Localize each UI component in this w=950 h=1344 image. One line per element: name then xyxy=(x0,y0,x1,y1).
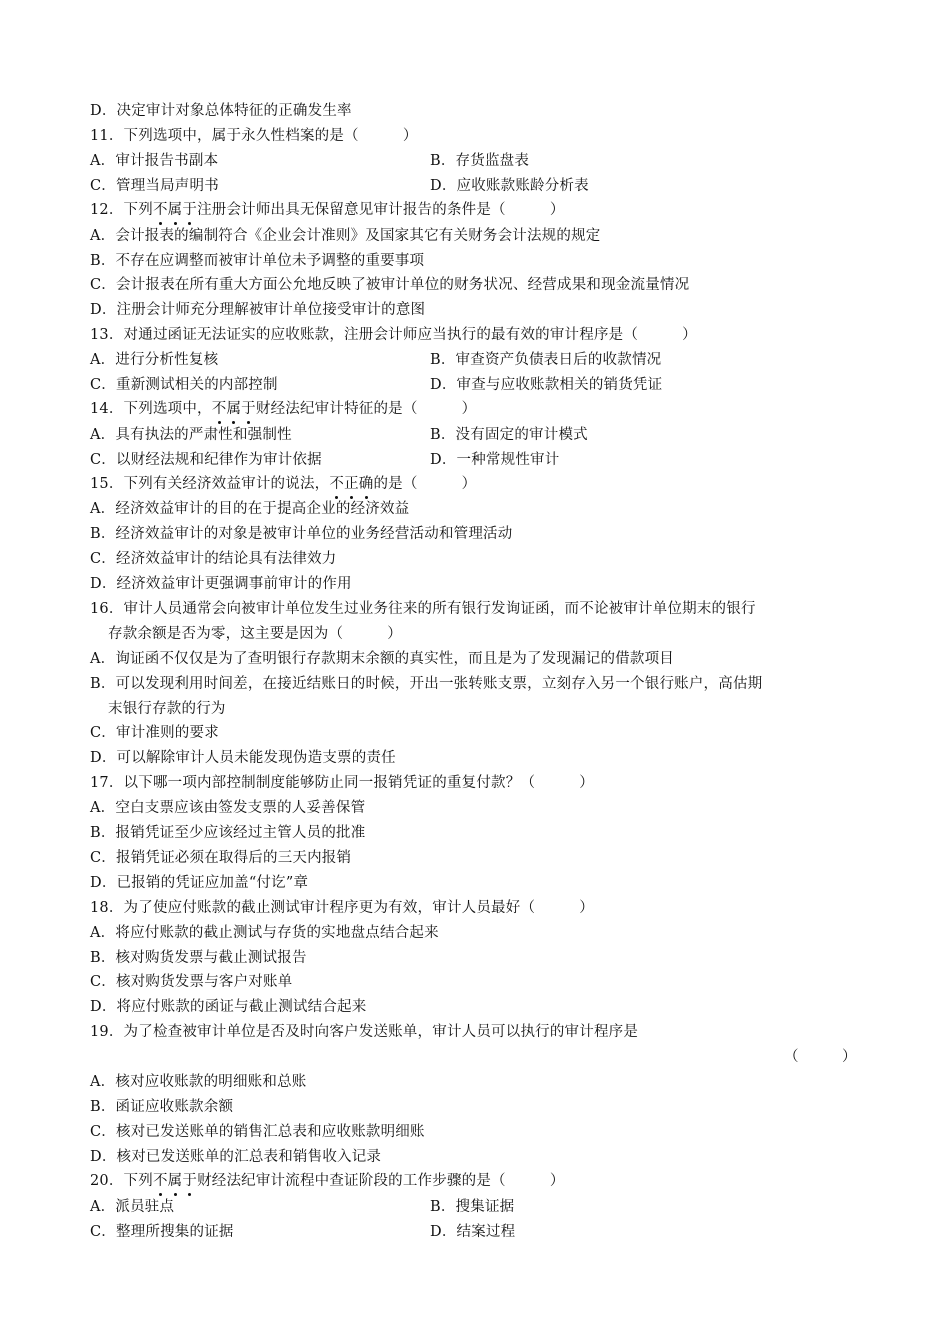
question-19: 19．为了检查被审计单位是否及时向客户发送账单，审计人员可以执行的审计程序是 xyxy=(90,1024,639,1040)
option-b: B．搜集证据 xyxy=(430,1199,515,1215)
question-16: 16．审计人员通常会向被审计单位发生过业务往来的所有银行发询证函，而不论被审计单位期末的银行 xyxy=(90,601,756,617)
option-a: A．会计报表的编制符合《企业会计准则》及国家其它有关财务会计法规的规定 xyxy=(90,228,601,244)
answer-parentheses: （ ） xyxy=(784,1049,857,1065)
option-b: B．存货监盘表 xyxy=(430,153,530,169)
option-c: C．核对购货发票与客户对账单 xyxy=(90,974,293,990)
option-d: D．已报销的凭证应加盖“付讫”章 xyxy=(90,875,309,891)
emphasis-char: 确 xyxy=(358,476,374,492)
option-text: D．决定审计对象总体特征的正确发生率 xyxy=(90,103,352,119)
option-b: B．不存在应调整而被审计单位未予调整的重要事项 xyxy=(90,253,425,269)
option-a: A．审计报告书副本 xyxy=(90,153,219,169)
question-text: 20．下列 xyxy=(90,1173,153,1189)
option-d: D．应收账款账龄分析表 xyxy=(430,178,589,194)
option-b: B．可以发现利用时间差，在接近结账日的时候，开出一张转账支票，立刻存入另一个银行账户，高估期 xyxy=(90,676,763,692)
emphasis-char: 不 xyxy=(152,1173,168,1189)
option-d: D．可以解除审计人员未能发现伪造支票的责任 xyxy=(90,750,396,766)
question-18: 18．为了使应付账款的截止测试审计程序更为有效，审计人员最好（ ） xyxy=(90,900,594,916)
question-text: 12．下列 xyxy=(90,202,153,218)
emphasis-char: 于 xyxy=(241,401,256,417)
option-a: A．询证函不仅仅是为了查明银行存款期末余额的真实性，而且是为了发现漏记的借款项目 xyxy=(90,651,674,667)
option-d: D．结案过程 xyxy=(430,1224,516,1240)
emphasis-char: 不 xyxy=(152,202,168,218)
option-d: D．一种常规性审计 xyxy=(430,452,560,468)
option-b: B．经济效益审计的对象是被审计单位的业务经营活动和管理活动 xyxy=(90,526,513,542)
option-c: C．整理所搜集的证据 xyxy=(90,1224,234,1240)
option-c: C．重新测试相关的内部控制 xyxy=(90,377,278,393)
option-b: B．审查资产负债表日后的收款情况 xyxy=(430,352,662,368)
option-c: C．以财经法规和纪律作为审计依据 xyxy=(90,452,322,468)
emphasis-char: 属 xyxy=(167,1173,183,1189)
option-c: C．审计准则的要求 xyxy=(90,725,219,741)
emphasis-char: 正 xyxy=(344,476,359,492)
option-a: A．进行分析性复核 xyxy=(90,352,219,368)
question-text: 财经法纪审计特征的是（ ） xyxy=(255,401,477,417)
option-b: B．核对购货发票与截止测试报告 xyxy=(90,950,307,966)
option-c: C．会计报表在所有重大方面公允地反映了被审计单位的财务状况、经营成果和现金流量情况 xyxy=(90,277,690,293)
emphasis-char: 不 xyxy=(329,476,345,492)
option-d: D．核对已发送账单的汇总表和销售收入记录 xyxy=(90,1149,382,1165)
option-c: C．管理当局声明书 xyxy=(90,178,219,194)
option-a: A．核对应收账款的明细账和总账 xyxy=(90,1074,307,1090)
option-b-cont: 末银行存款的行为 xyxy=(108,701,226,717)
question-20 xyxy=(90,1171,565,1191)
option-c: C．经济效益审计的结论具有法律效力 xyxy=(90,551,337,567)
emphasis-char: 于 xyxy=(182,202,198,218)
question-text: 的是（ ） xyxy=(373,476,477,492)
option-d: D．注册会计师充分理解被审计单位接受审计的意图 xyxy=(90,302,426,318)
emphasis-char: 属 xyxy=(167,202,183,218)
option-c: C．核对已发送账单的销售汇总表和应收账款明细账 xyxy=(90,1124,425,1140)
question-text: 15．下列有关经济效益审计的说法， xyxy=(90,476,330,492)
question-14 xyxy=(90,399,476,419)
question-11: 11．下列选项中，属于永久性档案的是（ ） xyxy=(90,128,418,144)
option-b: B．没有固定的审计模式 xyxy=(430,427,588,443)
emphasis-char: 不 xyxy=(211,401,227,417)
question-16-cont: 存款余额是否为零，这主要是因为（ ） xyxy=(108,626,402,642)
option-d: D．将应付账款的函证与截止测试结合起来 xyxy=(90,999,367,1015)
question-15 xyxy=(90,474,476,494)
option-a: A．将应付账款的截止测试与存货的实地盘点结合起来 xyxy=(90,925,439,941)
option-d: D．审查与应收账款相关的销货凭证 xyxy=(430,377,663,393)
option-a: A．经济效益审计的目的在于提高企业的经济效益 xyxy=(90,501,410,517)
emphasis-char: 于 xyxy=(182,1173,198,1189)
option-b: B．函证应收账款余额 xyxy=(90,1099,234,1115)
question-text: 14．下列选项中， xyxy=(90,401,212,417)
option-b: B．报销凭证至少应该经过主管人员的批准 xyxy=(90,825,366,841)
question-13: 13．对通过函证无法证实的应收账款，注册会计师应当执行的最有效的审计程序是（ ） xyxy=(90,327,697,343)
emphasis-char: 属 xyxy=(226,401,242,417)
option-a: A．派员驻点 xyxy=(90,1199,175,1215)
option-d: D．经济效益审计更强调事前审计的作用 xyxy=(90,576,352,592)
option-c: C．报销凭证必须在取得后的三天内报销 xyxy=(90,850,352,866)
question-text: 财经法纪审计流程中查证阶段的工作步骤的是（ ） xyxy=(197,1173,565,1189)
question-text: 注册会计师出具无保留意见审计报告的条件是（ ） xyxy=(197,202,565,218)
option-a: A．具有执法的严肃性和强制性 xyxy=(90,427,292,443)
question-12 xyxy=(90,200,565,220)
option-a: A．空白支票应该由签发支票的人妥善保管 xyxy=(90,800,366,816)
question-17: 17．以下哪一项内部控制制度能够防止同一报销凭证的重复付款？（ ） xyxy=(90,775,594,791)
